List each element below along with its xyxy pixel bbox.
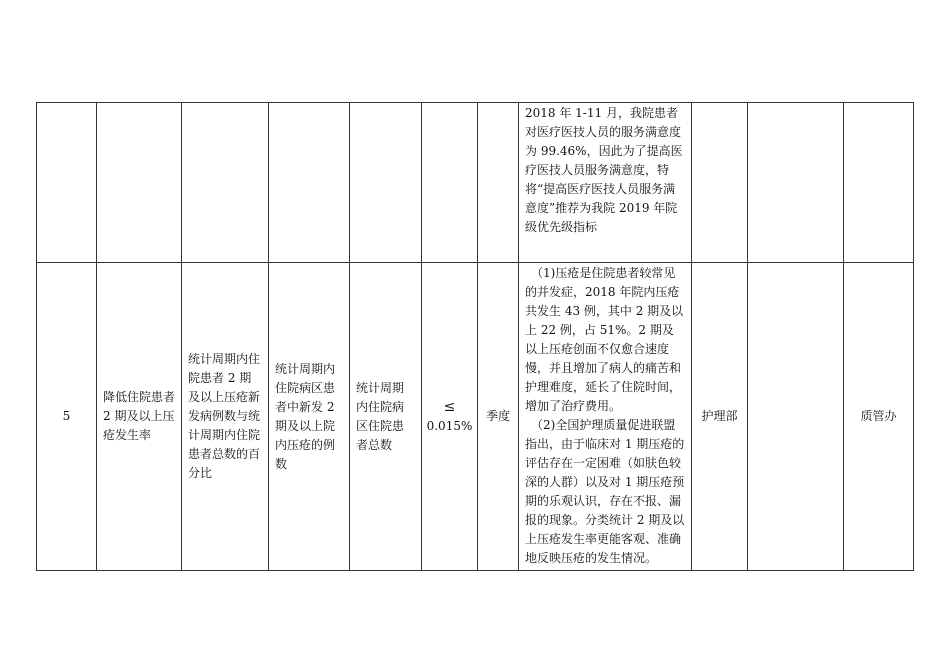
cell-responsible-dept — [692, 103, 748, 263]
rationale-paragraph-1: （1)压疮是住院患者较常见的并发症，2018 年院内压疮共发生 43 例，其中 2 期及以上 22 例，占 51%。2 期及以上压疮创面不仅愈合速度慢，并且增加了病人的痛苦和护理难度，延长了住院时间，增加了治疗费用。 — [525, 266, 684, 413]
table-row-5 — [37, 263, 914, 571]
cell-frequency — [478, 263, 519, 571]
indicator-table — [36, 102, 914, 571]
rationale-text: 2018 年 1-11 月，我院患者对医疗医技人员的服务满意度为 99.46%，因此为了提高医疗医技人员服务满意度，特将“提高医疗医技人员服务满意度”推荐为我院 2019 年院级优先级指标 — [525, 106, 683, 234]
cell-rationale — [519, 103, 692, 263]
cell-name — [97, 103, 182, 263]
cell-frequency — [478, 103, 519, 263]
indicator-definition: 统计周期内住院患者 2 期及以上压疮新发病例数与统计周期内住院患者总数的百分比 — [188, 352, 261, 480]
responsible-dept-text: 护理部 — [701, 409, 738, 423]
indicator-name: 降低住院患者 2 期及以上压疮发生率 — [103, 390, 176, 442]
denominator-text: 统计周期内住院病区住院患者总数 — [356, 380, 405, 452]
cell-name — [97, 263, 182, 571]
cell-no — [37, 103, 97, 263]
supervisor-text: 质管办 — [860, 409, 897, 423]
cell-supervisor — [844, 263, 914, 571]
row-number: 5 — [62, 409, 71, 423]
cell-numerator — [269, 263, 350, 571]
cell-definition — [182, 263, 269, 571]
rationale-paragraph-2: （2)全国护理质量促进联盟指出，由于临床对 1 期压疮的评估存在一定困难（如肤色较深的人群）以及对 1 期压疮预期的乐观认识，存在不报、漏报的现象。分类统计 2 期及以上压疮发生率更能客观、准确地反映压疮的发生情况。 — [525, 418, 685, 565]
cell-denominator — [350, 103, 422, 263]
cell-definition — [182, 103, 269, 263]
numerator-text: 统计周期内住院病区患者中新发 2 期及以上院内压疮的例数 — [275, 361, 336, 471]
cell-supervisor — [844, 103, 914, 263]
frequency-text: 季度 — [485, 409, 510, 423]
target-symbol: ≤ — [443, 398, 456, 415]
cell-target — [422, 263, 478, 571]
cell-col10 — [748, 103, 844, 263]
cell-target — [422, 103, 478, 263]
cell-col10 — [748, 263, 844, 571]
cell-no — [37, 263, 97, 571]
table-row-previous — [37, 103, 914, 263]
cell-responsible-dept — [692, 263, 748, 571]
target-value: 0.015% — [426, 418, 473, 433]
cell-numerator — [269, 103, 350, 263]
cell-denominator — [350, 263, 422, 571]
cell-rationale — [519, 263, 692, 571]
